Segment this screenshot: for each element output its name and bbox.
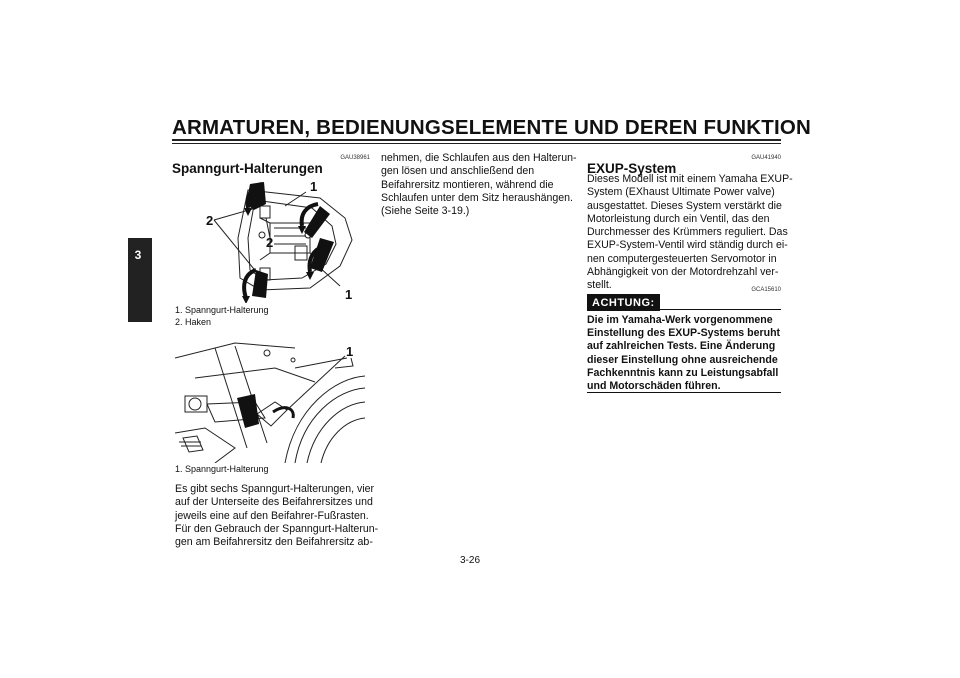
fig2-callout-1: 1 [346, 344, 354, 359]
fig1-callout-2-left: 2 [206, 213, 214, 228]
doc-code: GAU41940 [751, 155, 781, 161]
warning-code: GCA15610 [751, 287, 781, 293]
header-rule [172, 139, 781, 141]
text-line: auf der Unterseite des Beifahrersitzes und [175, 496, 373, 509]
fig2-caption-1: 1. Spanngurt-Halterung [175, 464, 269, 474]
middle-body-text [381, 152, 577, 218]
text-line: stellt. [587, 279, 612, 292]
warning-text [587, 314, 780, 393]
text-line: Beifahrersitz montieren, während die [381, 178, 554, 191]
page-number: 3-26 [460, 555, 481, 566]
warning-bottom-rule [587, 392, 781, 393]
warning-line: dieser Einstellung ohne ausreichende [587, 353, 778, 366]
text-line: EXUP-System-Ventil wird ständig durch ei- [587, 239, 788, 252]
text-line: Schlaufen unter dem Sitz heraushängen. [381, 191, 573, 204]
header-rule-thin [172, 143, 781, 144]
text-line: Dieses Modell ist mit einem Yamaha EXUP- [587, 173, 793, 185]
figure-footrest [175, 338, 365, 463]
chapter-number: 3 [134, 248, 142, 262]
text-line: Für den Gebrauch der Spanngurt-Halterun- [175, 522, 379, 535]
text-line: gen lösen und anschließend den [381, 165, 535, 178]
warning-line: Einstellung des EXUP-Systems beruht [587, 327, 781, 340]
page-header-title: ARMATUREN, BEDIENUNGSELEMENTE UND DEREN FUNKTION [172, 116, 812, 139]
text-line: nehmen, die Schlaufen aus den Halterun- [381, 152, 577, 164]
warning-line: Die im Yamaha-Werk vorgenommene [587, 314, 773, 326]
fig1-callout-1-top: 1 [310, 179, 318, 194]
right-body-text [587, 173, 793, 293]
text-line: (Siehe Seite 3-19.) [381, 205, 470, 218]
fig1-caption-2: 2. Haken [175, 317, 212, 327]
figure-seat-underside [200, 178, 365, 303]
doc-code: GAU38961 [340, 155, 370, 161]
warning-line: auf zahlreichen Tests. Eine Änderung [587, 340, 776, 353]
text-line: System (EXhaust Ultimate Power valve) [587, 186, 775, 199]
text-line: Abhängigkeit von der Motordrehzahl ver- [587, 266, 779, 279]
left-body-text [175, 483, 379, 549]
section-title-spanngurt: Spanngurt-Halterungen [172, 161, 323, 176]
fig1-caption-1: 1. Spanngurt-Halterung [175, 305, 269, 315]
fig1-callout-1-bottom: 1 [345, 287, 353, 302]
text-line: Durchmesser des Krümmers reguliert. Das [587, 226, 788, 239]
warning-line: Fachkenntnis kann zu Leistungsabfall [587, 366, 779, 379]
text-line: Motorleistung durch ein Ventil, das den [587, 212, 770, 225]
text-line: jeweils eine auf den Beifahrer-Fußrasten. [175, 509, 369, 522]
fig1-callout-2-center: 2 [266, 235, 274, 250]
section-title-exup: EXUP-System [587, 161, 677, 176]
warning-line: und Motorschäden führen. [587, 380, 721, 393]
text-line: ausgestattet. Dieses System verstärkt die [587, 199, 782, 212]
text-line: gen am Beifahrersitz den Beifahrersitz ab- [175, 536, 373, 549]
warning-label: ACHTUNG: [587, 294, 660, 311]
chapter-tab [128, 238, 152, 322]
text-line: nen computergesteuerten Servomotor in [587, 252, 777, 265]
text-line: Es gibt sechs Spanngurt-Halterungen, vier [175, 483, 375, 495]
warning-rule [657, 309, 781, 310]
